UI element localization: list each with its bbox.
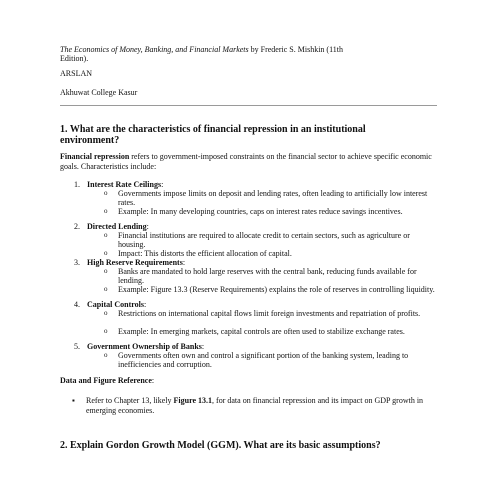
intro-term: Financial repression [60,152,130,161]
sub-item [104,267,438,285]
sub-bullet: o [104,351,108,359]
item-colon: : [182,258,186,267]
sub-item-text: Governments often own and control a significant portion of the banking system, leading to inefficiencies and corruption. [118,351,409,369]
sub-item-text: Governments impose limits on deposit and lending rates, often leading to artificially low interest rates. [118,189,428,207]
sub-item-text: Restrictions on international capital flows limit foreign investments and repatriation of profits. [118,309,421,318]
list-item [74,180,163,189]
bullet-text-post: , for data on financial repression and its impact on GDP growth in emerging economies. [86,396,424,415]
list-item [74,300,146,309]
sub-bullet: o [104,231,108,239]
item-colon: : [143,300,147,309]
sub-item [104,309,438,318]
book-by: by Frederic S. Mishkin (11th [248,45,344,54]
sub-item [104,351,438,369]
sub-bullet: o [104,327,108,335]
list-item [74,342,204,351]
item-colon: : [146,222,149,231]
sub-bullet: o [104,207,108,215]
sub-item-text: Example: Figure 13.3 (Reserve Requirements) explains the role of reserves in controlling liquidity. [118,285,435,294]
sub-bullet: o [104,267,108,275]
q1-intro-paragraph [60,152,440,171]
book-title: The Economics of Money, Banking, and Financial Markets [60,45,249,54]
item-title: Government Ownership of Banks [87,342,202,351]
sub-bullet: o [104,309,108,317]
sub-item [104,231,438,249]
sub-item [104,249,438,258]
q2-heading: 2. Explain Gordon Growth Model (GGM). What are its basic assumptions? [60,440,381,451]
sub-item-text: Example: In emerging markets, capital controls are often used to stabilize exchange rates. [118,327,405,336]
data-reference-heading [60,376,154,385]
bullet-text-pre: Refer to Chapter 13, likely [86,396,174,405]
book-citation-line1 [60,45,343,54]
item-title: Directed Lending [87,222,147,231]
sub-item [104,327,438,336]
sub-item [104,285,438,294]
data-reference-colon: : [151,376,155,385]
item-number: 5. [74,342,80,351]
item-colon: : [201,342,205,351]
data-reference-bullet [72,396,436,415]
item-number: 4. [74,300,80,309]
sub-item [104,189,438,207]
square-bullet-icon: ▪ [72,396,75,405]
item-title: High Reserve Requirements [87,258,183,267]
intro-rest: refers to government-imposed constraints on the financial sector to achieve specific economic goals. Characteristics include: [60,152,432,171]
sub-item [104,207,438,216]
item-title: Interest Rate Ceilings [87,180,162,189]
sub-item-text: Banks are mandated to hold large reserves with the central bank, reducing funds available for lending. [118,267,417,285]
sub-item-text: Financial institutions are required to allocate credit to certain sectors, such as agriculture or housing. [118,231,410,249]
sub-bullet: o [104,249,108,257]
sub-bullet: o [104,285,108,293]
sub-bullet: o [104,189,108,197]
list-item [74,258,185,267]
college-name: Akhuwat College Kasur [60,88,138,97]
item-number: 3. [74,258,80,267]
item-number: 2. [74,222,80,231]
q1-heading-line1: 1. What are the characteristics of financial repression in an institutional [60,124,366,135]
sub-item-text: Example: In many developing countries, caps on interest rates reduce savings incentives. [118,207,403,216]
list-item [74,222,149,231]
sub-item-text: Impact: This distorts the efficient allocation of capital. [118,249,292,258]
data-reference-title: Data and Figure Reference [60,376,152,385]
item-number: 1. [74,180,80,189]
author-name: ARSLAN [60,69,93,78]
item-colon: : [161,180,164,189]
q1-heading-line2: environment? [60,135,120,146]
book-edition: Edition). [60,54,89,63]
item-title: Capital Controls [87,300,144,309]
figure-reference: Figure 13.1 [173,396,213,405]
horizontal-rule [60,105,437,106]
